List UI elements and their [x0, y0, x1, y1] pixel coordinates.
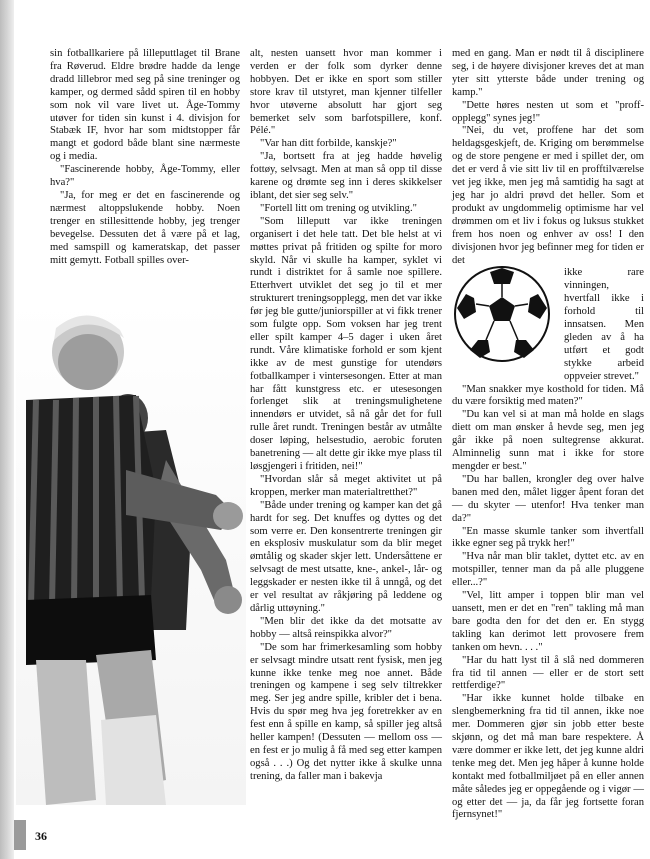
paragraph: "Var han ditt forbilde, kanskje?" [260, 138, 397, 150]
football-players-photo [16, 300, 246, 805]
paragraph: "Man snakker mye kosthold for tiden. Må du være forsiktig med maten?" [452, 383, 644, 408]
paragraph: "Men blir det ikke da det motsatte av hobby — altså reinspikka alvor?" [250, 615, 442, 640]
paragraph: "Hvordan slår så meget aktivitet ut på kroppen, merker man materialtretthet?" [250, 473, 442, 498]
paragraph: "Ja, for meg er det en fascinerende og nærmest altoppslukende hobby. Noen trenger en stillesittende hobby, jeg trenger bevegelse. Dessuten det å være på et lag, med samspill og kameratskap, det passer mitt gemytt. Fotball spilles over- [50, 189, 240, 266]
paragraph: "Både under trening og kamper kan det gå hardt for seg. Det knuffes og dyttes og det som verre er. Den konsentrerte treningen gir en eksplosiv muskulatur som da blir meget ømtålig og skader skjer lett. Undersåttene er selvsagt de mest utsatte, kne-, ankel-, lår- og leggskader er nesten ikke til å unngå, og det er vel resultat av råkjøring på leddene og dårlig uttøyning." [250, 499, 442, 614]
text-column-3 [452, 48, 644, 822]
soccer-ball-icon [452, 264, 552, 364]
paragraph: "Som lilleputt var ikke treningen organisert i det hele tatt. Det ble helst at vi møttes privat på fritiden og spilte for moro skyld. Når vi skulle ha kamper, syklet vi rundt i distriktet for å samle noe spillere. Etterhvert utviklet det seg jo til et mer strukturert treningsopplegg, men det var ikke før jeg ble gutte/juniorspiller at vi fikk trener som fulgte opp. Som voksen har jeg trent eller spilt kamper 4–5 dager i uken året rundt. Våre klimatiske forhold er som kjent ikke av de mest gunstige for utendørs fotballkamper i vintersesongen. Etter at man har fått kunstgress etc. er utesesongen forlenget slik at treningsmulighetene innendørs er utvidet, så nå går det for full rulle året rundt. Treningen består av utmålte doser løping, helsestudio, aerobic foruten banetrening — alt dette gir ikke mye plass til løsgjengeri i fritiden, nei!" [250, 215, 442, 472]
paragraph: "En masse skumle tanker som ihvertfall ikke egner seg på trykk her!" [452, 525, 644, 550]
paragraph: ikke rare vinningen, hvertfall ikke i forhold til innsatsen. Men gleden av å ha utført et godt stykke arbeid oppveier strevet." [564, 267, 644, 382]
text-column-1 [50, 48, 240, 267]
paragraph: "Har du hatt lyst til å slå ned dommeren fra tid til annen — eller er de stort sett rettferdige?" [452, 654, 644, 692]
paragraph: "Du kan vel si at man må holde en slags diett om man ønsker å hevde seg, men jeg går ikke på noen sultegrense akkurat. Alminnelig sunn mat i ikke for store mengder er best." [452, 409, 644, 472]
paragraph: "Vel, litt amper i toppen blir man vel uansett, men er det en "ren" takling må man bare godta den for det den er. En stygg takling kan derimot lett provosere frem tanken om hevn. . . ." [452, 590, 644, 653]
paragraph: sin fotballkariere på lilleputtlaget til Brane fra Røverud. Eldre brødre hadde da lenge dradd lillebror med seg på sine treninger og kamper, og dermed sådd spiren til en hobby som nok vil vare livet ut. Åge-Tommy utøver for tiden sin kunst i 4. divisjon for Stabæk IF, hvor har som midtstopper får mangt et godord både blant sine nærmeste og i media. [50, 48, 240, 163]
paragraph: "Dette høres nesten ut som et "proff-opplegg" synes jeg!" [452, 99, 644, 124]
paragraph: "Har ikke kunnet holde tilbake en slengbemerkning fra tid til annen, ikke noe mer. Dommeren gjør sin jobb etter beste skjønn, og det må man bare respektere. Å være dommer er ikke lett, det jeg kunne aldri tenke meg det. Men jeg håper å kunne holde kontakt med fotballmiljøet på en eller annen måte således jeg er oppegående og i vigør — og etter det — ja, da får jeg fortsette foran fjernsynet!" [452, 693, 644, 821]
paragraph: "Fortell litt om trening og utvikling." [260, 202, 417, 214]
paragraph: "Nei, du vet, proffene har det som heldagsgeskjeft, de. Kriging om berømmelse og de store pengene er med i spillet der, om det er verd å vie sitt liv til en profftilværelse vet jeg ikke, men jeg må samtidig ha sagt at jeg har jo aldri prøvd det heller. Som et produkt av ungdommelig optimisme har vel drømmen om et liv i fokus og luksus stukket frem hos noen og enhver av oss! I den divisjonen hvor jeg befinner meg for tiden er det [452, 125, 644, 266]
paragraph: alt, nesten uansett hvor man kommer i verden er der folk som dyrker denne hobbyen. Det er ikke en sport som stiller store krav til utstyret, man kjenner tilfeller hvor utøverne absolutt har gjort seg bemerket selv som barfotspillere, konf. Pélé." [250, 48, 442, 137]
page-number: 36 [35, 829, 47, 843]
paragraph: "Ja, bortsett fra at jeg hadde høvelig fottøy, selvsagt. Men at man så opp til disse karene og drømte seg inn i deres skikkelser iblant, det sier seg selv." [250, 151, 442, 201]
paragraph: "Hva når man blir taklet, dyttet etc. av en motspiller, tenner man da på alle pluggene eller...?" [452, 551, 644, 589]
paragraph: med en gang. Man er nødt til å disciplinere seg, i de høyere divisjoner kreves det at man yter sitt ytterste både under trening og kamp." [452, 48, 644, 98]
paragraph: "Du har ballen, krongler deg over halve banen med den, målet ligger åpent foran det — du skyter — utenfor! Hva tenker man da?" [452, 473, 644, 524]
paragraph: "Fascinerende hobby, Åge-Tommy, eller hva?" [50, 164, 240, 189]
paragraph: "De som har frimerkesamling som hobby er selvsagt mindre utsatt rent fysisk, men jeg kunne ikke tenke meg noe annet. Både treningen og kampene i seg selv tiltrekker meg. Ser jeg andre spille, kribler det i bena. Hvis du spør meg hva jeg foretrekker av en fest enn å spille en kamp, så spiller jeg altså heller kampen! (Dessuten — mellom oss — en fest er jo mulig å få med seg etter kampen også . . .) Og det nytter ikke å skulke unna trening, da faller man i bakevja [250, 641, 442, 782]
text-column-2 [250, 48, 442, 784]
page-edge-shadow [0, 0, 14, 859]
page-number-tab [14, 820, 26, 850]
